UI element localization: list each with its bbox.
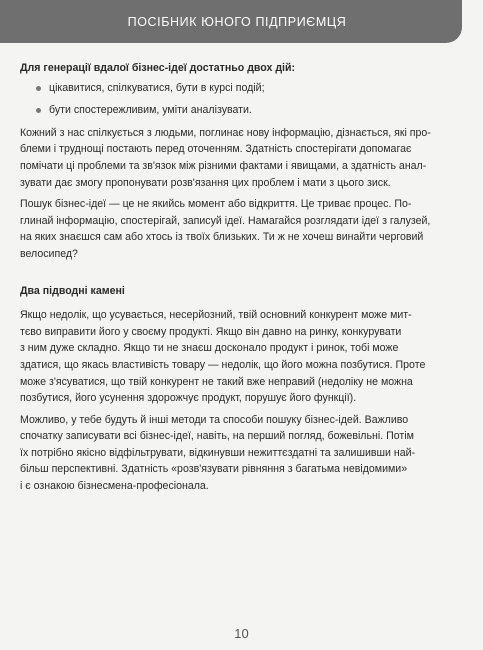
page-content <box>20 60 460 495</box>
text-line: з ним дуже складно. Якщо ти не знаєш досконало продукт і ринок, тобі може <box>20 342 399 355</box>
section-paragraph-2 <box>20 412 460 495</box>
page-header <box>0 0 462 43</box>
bullet-icon <box>36 108 41 113</box>
text-line: здатися, що якась властивість товару — недолік, що його можна позбутися. Проте <box>20 358 426 371</box>
text-line: Можливо, у тебе будуть й інші методи та способи пошуку бізнес-ідей. Важливо <box>20 413 409 426</box>
text-line: і є ознакою бізнесмена-професіонала. <box>20 480 209 493</box>
intro-paragraph-2 <box>20 196 460 262</box>
text-line: зувати дає змогу пропонувати розв'язання цих проблем і мати з цього зиск. <box>20 176 391 189</box>
text-line: тєво виправити його у своєму продукті. Якщо він давно на ринку, конкурувати <box>20 325 402 338</box>
text-line: спочатку записувати всі бізнес-ідеї, навіть, на перший погляд, божевільні. Потім <box>20 430 414 443</box>
bullet-text: бути спостережливим, уміти аналізувати. <box>49 104 252 117</box>
section-paragraph-1 <box>20 307 460 407</box>
intro-lead: Для генерації вдалої бізнес-ідеї достатньо двох дій: <box>20 62 296 74</box>
text-line: більш перспективні. Здатність «розв'язувати рівняння з багатьма невідомими» <box>20 463 408 476</box>
bullet-item <box>36 80 460 97</box>
text-line: велосипед? <box>20 247 78 260</box>
text-line: Пошук бізнес-ідеї — це не якийсь момент або відкриття. Це триває процес. По- <box>20 198 412 211</box>
text-line: блеми і труднощі постають перед оточенням. Здатність спостерігати допомагає <box>20 143 412 156</box>
text-line: Якщо недолік, що усувається, несерйозний, твій основний конкурент може мит- <box>20 309 412 322</box>
text-line: глинай інформацію, спостерігай, записуй ідеї. Намагайся розглядати ідеї з галузей, <box>20 214 431 227</box>
text-line: помічати ці проблеми та зв'язок між різними фактами і явищами, а здатність анал- <box>20 159 427 172</box>
bullet-icon <box>36 86 41 91</box>
text-line: їх потрібно якісно відфільтрувати, відкинувши нежиттєздатні та залишивши най- <box>20 446 416 459</box>
bullet-item <box>36 102 460 119</box>
intro-paragraph-1 <box>20 125 460 191</box>
text-line: Кожний з нас спілкується з людьми, поглинає нову інформацію, дізнається, які про- <box>20 126 431 139</box>
bullet-list <box>36 80 460 119</box>
page-number: 10 <box>234 626 249 641</box>
bullet-text: цікавитися, спілкуватися, бути в курсі подій; <box>49 81 265 94</box>
header-title: ПОСІБНИК ЮНОГО ПІДПРИЄМЦЯ <box>127 14 347 29</box>
section-title: Два підводні камені <box>20 284 125 297</box>
text-line: позбутися, його усунення здорожчує продукт, порушує його функції). <box>20 392 357 405</box>
text-line: на яких знаєшся сам або хтось із твоїх близьких. Ти ж не хочеш винайти черговий <box>20 231 424 244</box>
text-line: може з'ясуватися, що твій конкурент не такий вже неправий (недоліку не можна <box>20 375 413 388</box>
